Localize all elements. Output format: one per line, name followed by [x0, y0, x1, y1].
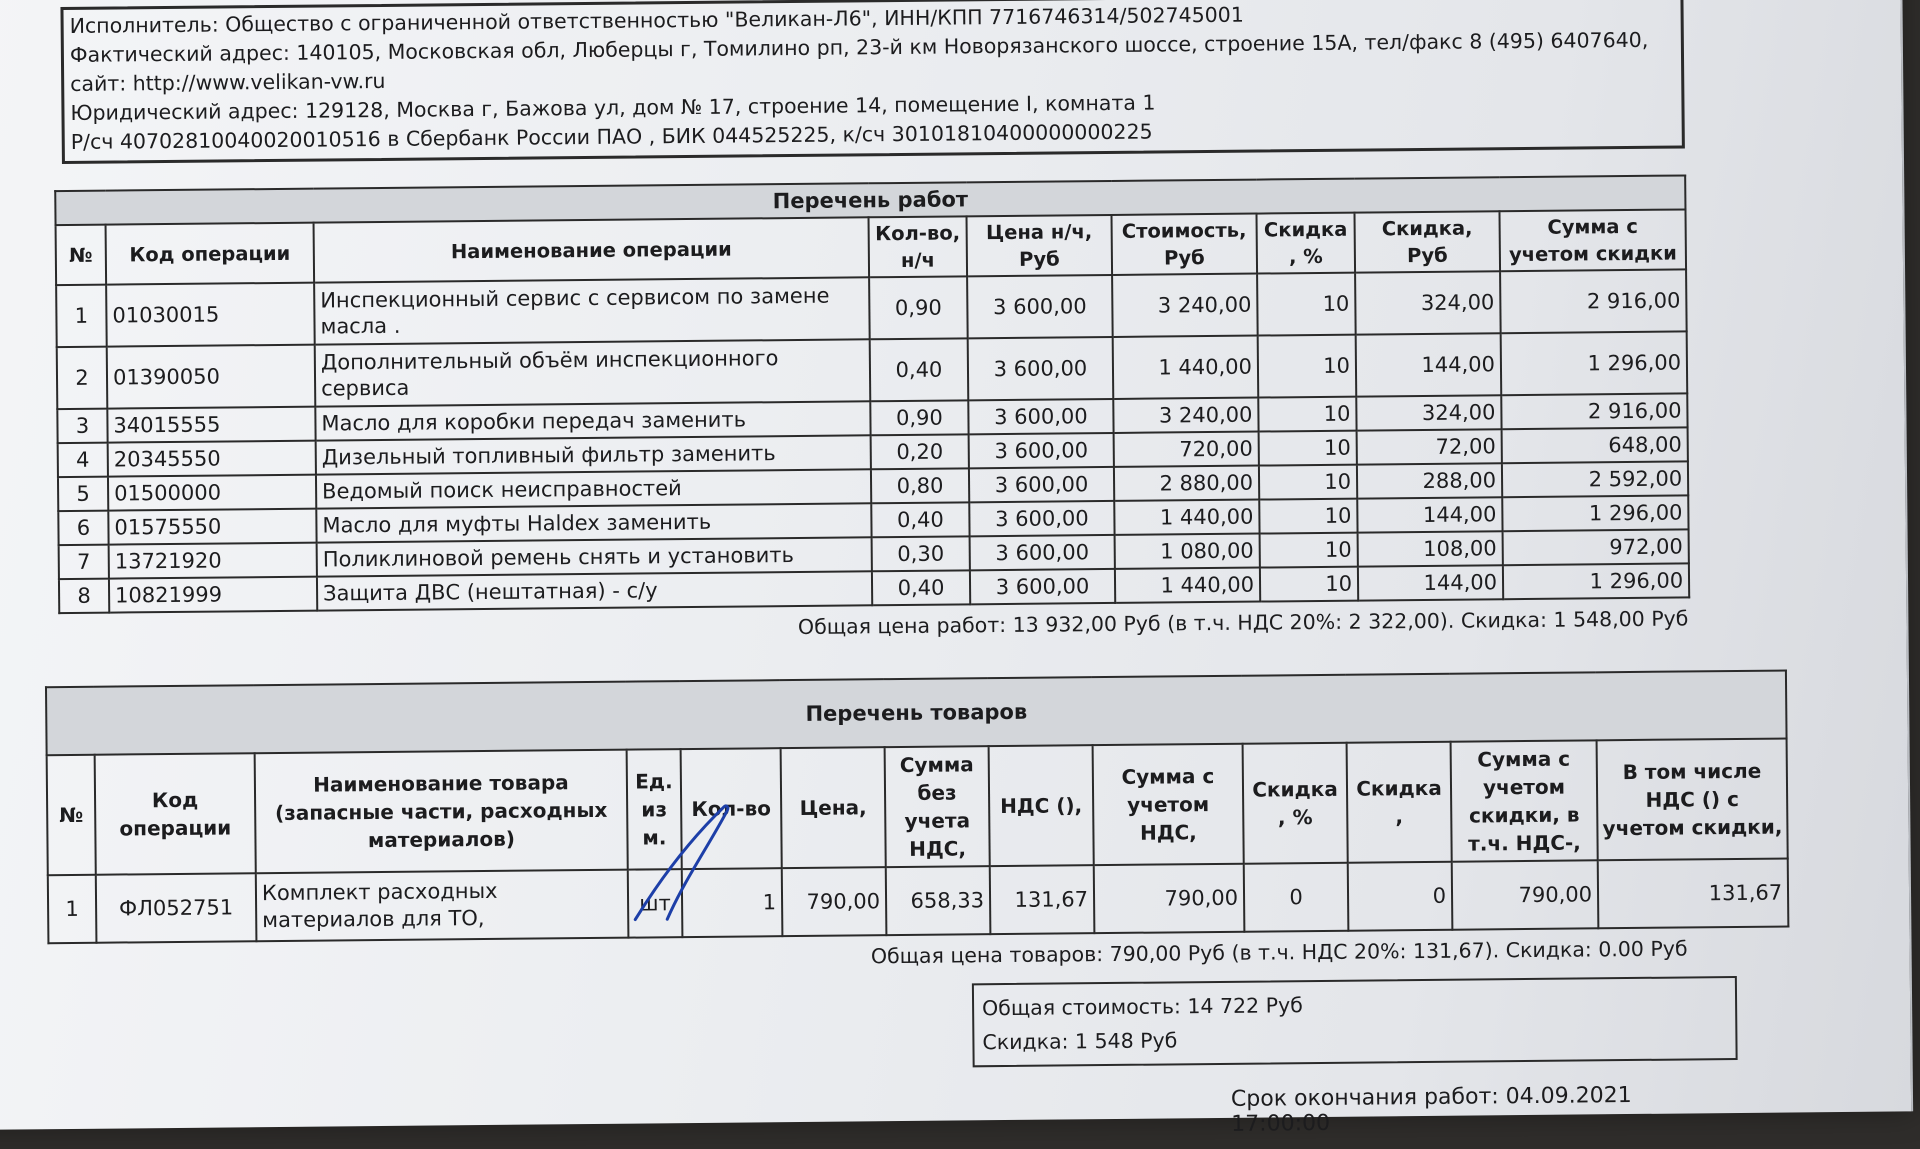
operation-name: Масло для коробки передач заменить	[315, 401, 870, 440]
total-after-discount: 648,00	[1502, 427, 1688, 463]
hour-price: 3 600,00	[968, 337, 1114, 400]
operation-code: 34015555	[107, 407, 315, 443]
hours-qty: 0,40	[870, 338, 969, 401]
column-header: НДС (),	[989, 745, 1094, 866]
legal-address-line: Юридический адрес: 129128, Москва г, Бажова ул, дом № 17, строение 14, помещение I, комната 1	[70, 84, 1675, 128]
goods-caption: Перечень товаров	[46, 671, 1787, 756]
operation-name: Ведомый поиск неисправностей	[316, 469, 871, 508]
total-after-discount: 1 296,00	[1502, 495, 1688, 531]
operation-code: 13721920	[109, 543, 317, 579]
column-header: Цена,	[781, 747, 886, 868]
hour-price: 3 600,00	[970, 569, 1115, 604]
cost: 720,00	[1114, 432, 1259, 467]
cost: 3 240,00	[1113, 398, 1258, 433]
discount-percent: 10	[1260, 533, 1358, 568]
operation-code: 01030015	[106, 283, 315, 347]
column-header: Сумма с учетом скидки, в т.ч. НДС-,	[1451, 740, 1598, 861]
grand-total-box	[972, 976, 1738, 1067]
operation-code: 10821999	[109, 577, 317, 613]
column-header: Ед. из м.	[627, 749, 682, 870]
total-discount: Скидка: 1 548 Руб	[982, 1018, 1727, 1059]
hours-qty: 0,30	[872, 536, 970, 571]
row-number: 7	[59, 545, 109, 579]
goods-name: Комплект расходных материалов для ТО,	[256, 870, 629, 942]
discount-amount: 0	[1348, 862, 1453, 931]
row-number: 3	[57, 409, 107, 443]
discount-rub: 324,00	[1355, 271, 1501, 334]
signature-stroke	[628, 801, 739, 922]
column-header: Сумма с учетом скидки	[1499, 209, 1686, 271]
discount-rub: 144,00	[1358, 565, 1503, 600]
operation-name: Дополнительный объём инспекционного сервиса	[315, 339, 871, 406]
works-caption: Перечень работ	[55, 175, 1685, 225]
column-header: Скидка , %	[1256, 213, 1355, 274]
cost: 1 440,00	[1114, 500, 1259, 535]
hour-price: 3 600,00	[969, 501, 1114, 536]
work-order-page	[60, 0, 1731, 1148]
operation-name: Масло для муфты Haldex заменить	[316, 503, 871, 542]
cost: 3 240,00	[1112, 274, 1258, 337]
column-header: №	[56, 225, 107, 285]
hour-price: 3 600,00	[969, 467, 1114, 502]
operation-name: Дизельный топливный фильтр заменить	[316, 435, 871, 474]
column-header: Сумма с учетом НДС,	[1093, 744, 1244, 865]
cost: 1 080,00	[1115, 534, 1260, 569]
discount-rub: 108,00	[1358, 531, 1503, 566]
column-header: №	[47, 755, 96, 875]
total-after-discount: 1 296,00	[1501, 331, 1688, 395]
hour-price: 3 600,00	[967, 275, 1113, 338]
operation-code: 01500000	[108, 475, 316, 511]
amount-without-vat: 658,33	[886, 866, 991, 935]
discount-percent: 0	[1244, 863, 1349, 932]
hour-price: 3 600,00	[969, 433, 1114, 468]
column-header: Код операции	[95, 753, 256, 875]
unit: шт	[628, 869, 683, 938]
work-deadline: Срок окончания работ: 04.09.2021 17:00:00	[1231, 1082, 1731, 1137]
row-number: 5	[58, 477, 108, 511]
column-header: Наименование товара (запасные части, расходных материалов)	[255, 750, 628, 874]
discount-rub: 144,00	[1356, 333, 1502, 396]
discount-rub: 288,00	[1357, 463, 1502, 498]
operation-code: 01575550	[108, 509, 316, 545]
row-number: 6	[58, 511, 108, 545]
column-header: Наименование операции	[314, 217, 870, 282]
discount-percent: 10	[1258, 397, 1356, 432]
hours-qty: 0,90	[870, 400, 968, 435]
vat-amount: 131,67	[990, 865, 1095, 934]
goods-summary: Общая цена товаров: 790,00 Руб (в т.ч. НДС 20%: 131,67). Скидка: 0.00 Руб	[48, 936, 1688, 976]
column-header: Скидка, Руб	[1354, 211, 1500, 272]
row-number: 2	[57, 347, 108, 409]
discount-rub: 144,00	[1357, 497, 1502, 532]
operation-code: 01390050	[107, 345, 316, 409]
hours-qty: 0,90	[869, 276, 968, 339]
total-after-discount: 2 916,00	[1500, 269, 1687, 333]
total-cost: Общая стоимость: 14 722 Руб	[982, 984, 1727, 1025]
bank-details-line: Р/сч 40702810040020010516 в Сбербанк России ПАО , БИК 044525225, к/сч 30101810400000000225	[71, 113, 1676, 157]
operation-name: Защита ДВС (нештатная) - с/у	[317, 571, 872, 610]
goods-code: ФЛ052751	[96, 873, 257, 943]
price: 790,00	[782, 867, 887, 936]
cost: 1 440,00	[1113, 336, 1259, 399]
total-after-discount: 790,00	[1452, 860, 1599, 929]
hours-qty: 0,40	[871, 502, 969, 537]
column-header: Кол-во, н/ч	[869, 216, 968, 277]
amount-with-vat: 790,00	[1094, 864, 1245, 933]
operation-name: Поликлиновой ремень снять и установить	[317, 537, 872, 576]
company-info-box	[60, 0, 1684, 164]
column-header: Скидка , %	[1243, 743, 1348, 864]
discount-percent: 10	[1259, 465, 1357, 500]
operation-code: 20345550	[108, 441, 316, 477]
vat-after-discount: 131,67	[1598, 858, 1789, 928]
row-number: 4	[58, 443, 108, 477]
hours-qty: 0,20	[871, 434, 969, 469]
discount-percent: 10	[1260, 567, 1358, 602]
column-header: Сумма без учета НДС,	[885, 746, 990, 867]
row-number: 1	[56, 285, 107, 347]
discount-percent: 10	[1259, 499, 1357, 534]
cost: 2 880,00	[1114, 466, 1259, 501]
column-header: Скидка ,	[1347, 742, 1452, 863]
column-header: Код операции	[106, 223, 315, 285]
discount-rub: 72,00	[1357, 429, 1502, 464]
row-number: 8	[59, 579, 109, 613]
total-after-discount: 972,00	[1503, 529, 1689, 565]
total-after-discount: 1 296,00	[1503, 563, 1689, 599]
row-number: 1	[48, 875, 97, 943]
actual-address-line: Фактический адрес: 140105, Московская обл, Люберцы г, Томилино рп, 23-й км Новорязанского шоссе, строение 15А, тел/факс 8 (495) 6407640, сайт: http://www.velikan-vw.ru	[70, 26, 1675, 99]
hour-price: 3 600,00	[970, 535, 1115, 570]
discount-percent: 10	[1257, 273, 1356, 336]
operation-name: Инспекционный сервис с сервисом по замене масла .	[314, 277, 870, 344]
column-header: Цена н/ч, Руб	[967, 215, 1113, 276]
executor-line: Исполнитель: Общество с ограниченной ответственностью "Великан-Л6", ИНН/КПП 7716746314/502745001	[70, 0, 1675, 41]
discount-rub: 324,00	[1356, 395, 1501, 430]
cost: 1 440,00	[1115, 568, 1260, 603]
total-after-discount: 2 916,00	[1501, 393, 1687, 429]
works-table	[54, 174, 1690, 614]
column-header: Стоимость, Руб	[1112, 214, 1258, 275]
goods-table	[45, 669, 1790, 944]
column-header: Кол-во	[681, 748, 782, 869]
total-after-discount: 2 592,00	[1502, 461, 1688, 497]
goods-header-row	[47, 739, 1788, 876]
quantity: 1	[682, 868, 783, 937]
works-summary: Общая цена работ: 13 932,00 Руб (в т.ч. НДС 20%: 2 322,00). Скидка: 1 548,00 Руб	[58, 606, 1688, 646]
discount-percent: 10	[1259, 431, 1357, 466]
column-header: В том числе НДС () с учетом скидки,	[1597, 739, 1788, 861]
hours-qty: 0,80	[871, 468, 969, 503]
hour-price: 3 600,00	[968, 399, 1113, 434]
hours-qty: 0,40	[872, 570, 970, 605]
discount-percent: 10	[1258, 335, 1357, 398]
